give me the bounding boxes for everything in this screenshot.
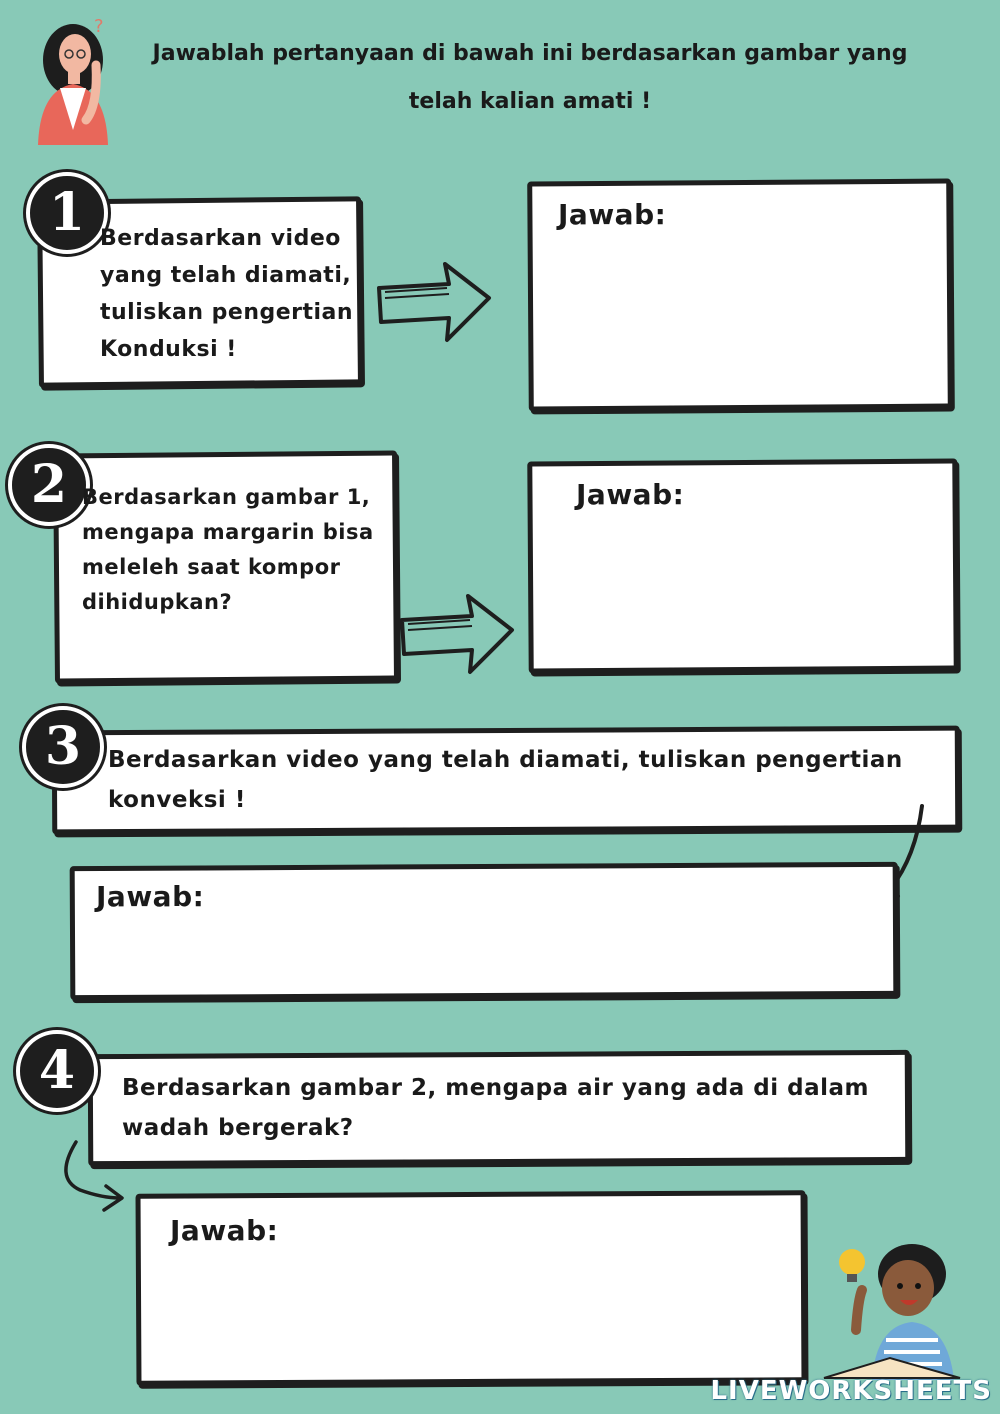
question-1-number: 1 bbox=[26, 172, 108, 254]
question-4-number: 4 bbox=[16, 1030, 98, 1112]
curved-arrow-icon-2 bbox=[58, 1138, 138, 1218]
answer-1-label: Jawab: bbox=[558, 198, 667, 231]
light-bulb-icon bbox=[839, 1249, 865, 1275]
answer-4-label: Jawab: bbox=[170, 1214, 279, 1247]
question-2-number: 2 bbox=[8, 444, 90, 526]
question-mark-icon: ? bbox=[94, 16, 104, 37]
title-line-1: Jawablah pertanyaan di bawah ini berdasarkan gambar yang bbox=[152, 41, 908, 66]
arrow-right-icon bbox=[375, 258, 497, 348]
answer-2-label: Jawab: bbox=[576, 478, 685, 511]
arrow-right-icon-2 bbox=[398, 590, 520, 680]
thinking-woman-illustration bbox=[28, 10, 118, 145]
question-4-text: Berdasarkan gambar 2, mengapa air yang ada di dalam wadah bergerak? bbox=[122, 1075, 869, 1141]
question-1-text: Berdasarkan video yang telah diamati, tuliskan pengertian Konduksi ! bbox=[100, 226, 354, 362]
page-title bbox=[130, 30, 930, 126]
question-3-number: 3 bbox=[22, 706, 104, 788]
brand-logo: LIVEWORKSHEETS bbox=[710, 1376, 992, 1406]
question-2-text: Berdasarkan gambar 1, mengapa margarin bisa meleleh saat kompor dihidupkan? bbox=[82, 485, 374, 614]
question-3-text: Berdasarkan video yang telah diamati, tuliskan pengertian konveksi ! bbox=[108, 747, 903, 813]
title-line-2: telah kalian amati ! bbox=[408, 89, 652, 114]
idea-child-illustration bbox=[820, 1230, 970, 1380]
answer-3-label: Jawab: bbox=[96, 880, 205, 913]
